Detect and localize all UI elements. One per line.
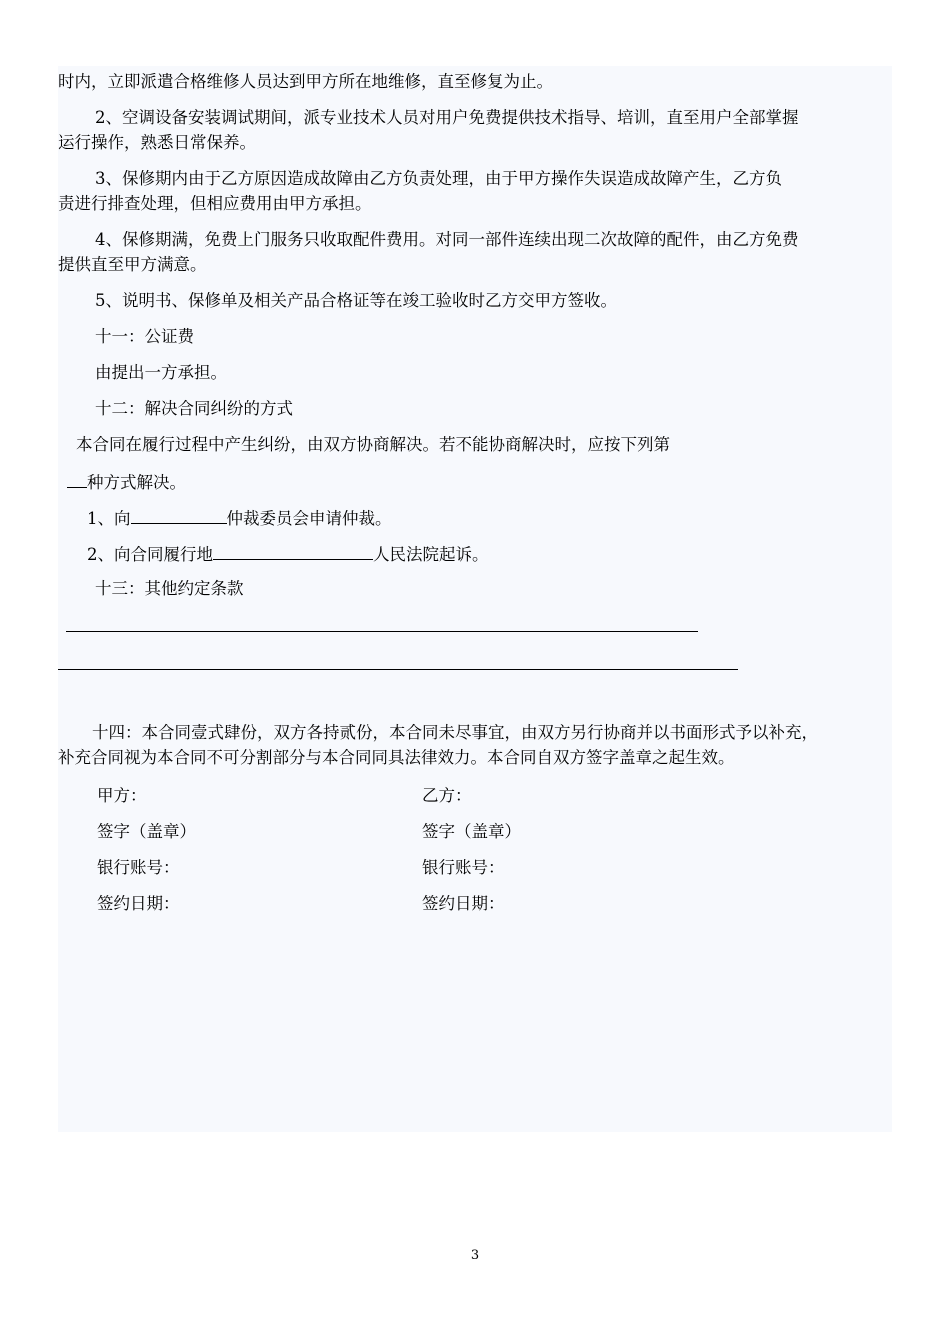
option-label: 2、向合同履行地 [87, 545, 213, 564]
paragraph-line: 十四：本合同壹式肆份，双方各持贰份，本合同未尽事宜，由双方另行协商并以书面形式予以补充， [92, 723, 818, 742]
paragraph-line: 补充合同视为本合同不可分割部分与本合同同具法律效力。本合同自双方签字盖章之起生效。 [58, 748, 735, 767]
party-b-date-label: 签约日期： [422, 894, 505, 913]
option-text: 仲裁委员会申请仲裁。 [226, 509, 392, 528]
party-b-bank-label: 银行账号： [422, 858, 505, 877]
paragraph-line: 由提出一方承担。 [95, 363, 227, 382]
paragraph-line: 4、保修期满，免费上门服务只收取配件费用。对同一部件连续出现二次故障的配件，由乙方免费 [95, 230, 799, 249]
blank-field [131, 506, 227, 524]
paragraph-line: 2、空调设备安装调试期间，派专业技术人员对用户免费提供技术指导、培训，直至用户全部掌握 [95, 108, 799, 127]
option-text: 人民法院起诉。 [373, 545, 489, 564]
blank-field [213, 542, 373, 560]
litigation-option [87, 542, 489, 566]
arbitration-option [87, 506, 392, 530]
page-number: 3 [470, 1248, 480, 1263]
paragraph-line: 提供直至甲方满意。 [58, 255, 207, 274]
dispute-way-text: 种方式解决。 [87, 473, 186, 492]
dispute-way-line [67, 470, 186, 494]
paragraph-line: 3、保修期内由于乙方原因造成故障由乙方负责处理，由于甲方操作失误造成故障产生，乙方负 [95, 169, 782, 188]
blank-line [66, 631, 698, 632]
option-label: 1、向 [87, 509, 131, 528]
section-heading: 十二：解决合同纠纷的方式 [95, 399, 293, 418]
party-a-signature-label: 签字（盖章） [97, 822, 196, 841]
paragraph-line: 本合同在履行过程中产生纠纷，由双方协商解决。若不能协商解决时，应按下列第 [76, 435, 670, 454]
blank-line [58, 669, 738, 670]
paragraph-line: 责进行排查处理，但相应费用由甲方承担。 [58, 194, 372, 213]
section-heading: 十三：其他约定条款 [95, 579, 244, 598]
party-a-label: 甲方： [97, 786, 147, 805]
paragraph-line: 5、说明书、保修单及相关产品合格证等在竣工验收时乙方交甲方签收。 [95, 291, 617, 310]
section-heading: 十一：公证费 [95, 327, 194, 346]
party-a-date-label: 签约日期： [97, 894, 180, 913]
party-b-signature-label: 签字（盖章） [422, 822, 521, 841]
paragraph-line: 时内，立即派遣合格维修人员达到甲方所在地维修，直至修复为止。 [58, 72, 553, 91]
party-b-label: 乙方： [422, 786, 472, 805]
party-a-bank-label: 银行账号： [97, 858, 180, 877]
paragraph-line: 运行操作，熟悉日常保养。 [58, 133, 256, 152]
blank-field [67, 470, 87, 488]
